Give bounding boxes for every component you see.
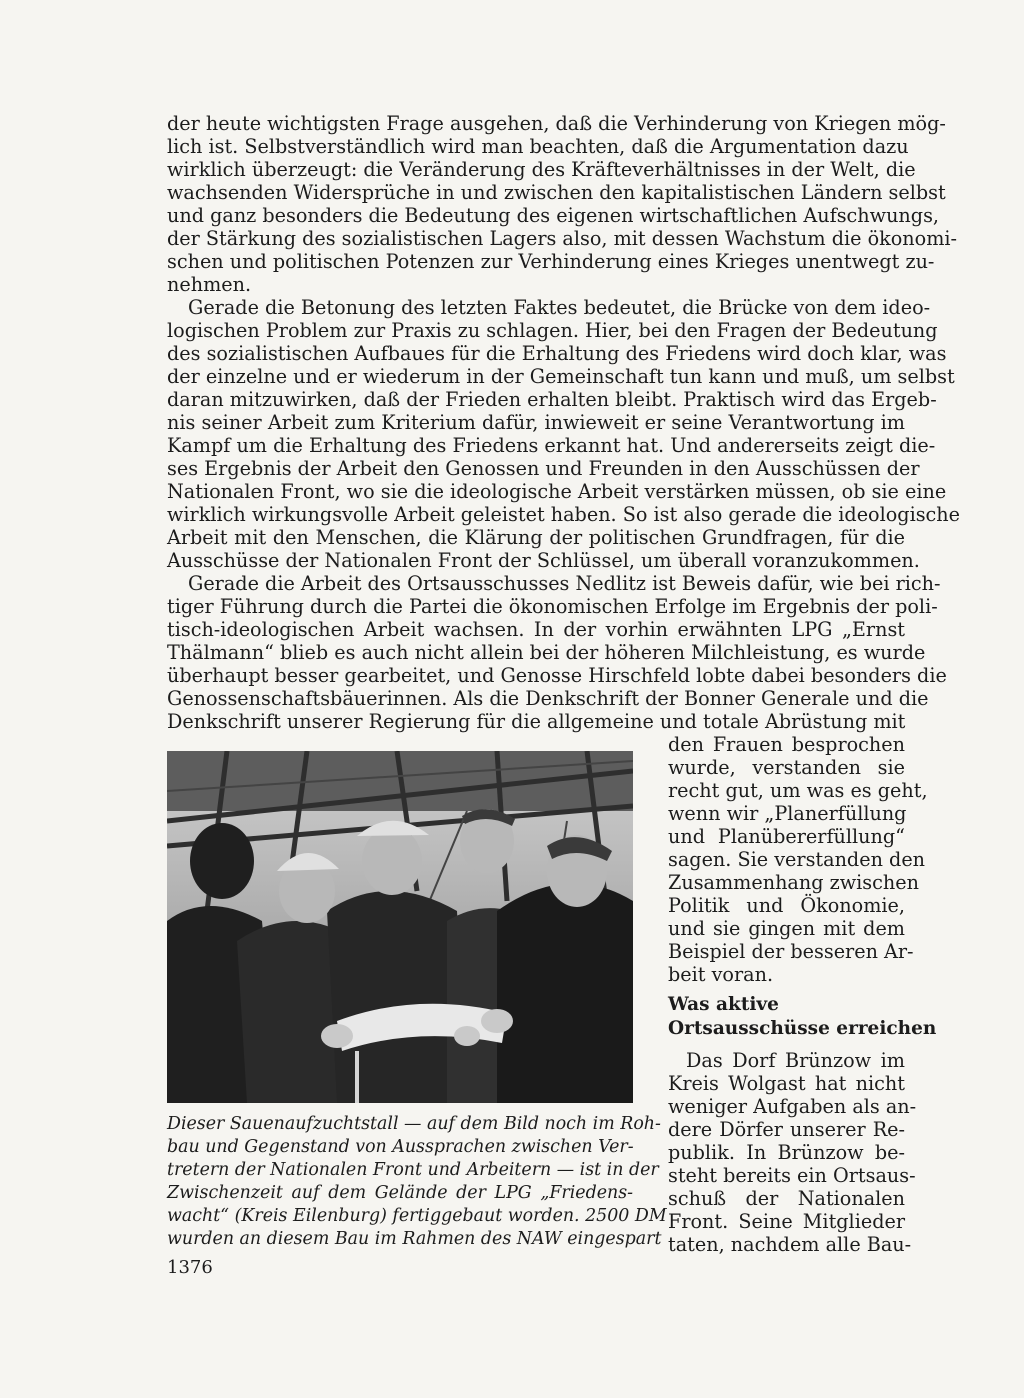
text-line: sagen. Sie verstanden den <box>668 848 926 871</box>
text-line: weniger Aufgaben als an- <box>668 1095 917 1118</box>
text-line: recht gut, um was es geht, <box>668 779 928 802</box>
caption-line: tretern der Nationalen Front und Arbeitern — ist in der <box>167 1160 659 1180</box>
text-line: nehmen. <box>167 273 252 296</box>
text-line: und ganz besonders die Bedeutung des eigenen wirtschaftlichen Aufschwungs, <box>167 204 940 227</box>
text-line: dere Dörfer unserer Re- <box>668 1118 905 1141</box>
text-line: wirklich wirkungsvolle Arbeit geleistet haben. So ist also gerade die ideologische <box>167 503 961 526</box>
text-line: steht bereits ein Ortsaus- <box>668 1164 916 1187</box>
caption-line: wurden an diesem Bau im Rahmen des NAW eingespart <box>167 1229 662 1249</box>
text-line: ses Ergebnis der Arbeit den Genossen und Freunden in den Ausschüssen der <box>167 457 920 480</box>
text-line: wenn wir „Planerfüllung <box>668 802 907 825</box>
text-line: taten, nachdem alle Bau- <box>668 1233 912 1256</box>
section-heading-line-2: Ortsausschüsse erreichen <box>668 1018 937 1039</box>
text-line: schuß der Nationalen <box>668 1187 905 1210</box>
text-line: den Frauen besprochen <box>668 733 905 756</box>
text-line: überhaupt besser gearbeitet, und Genosse Hirschfeld lobte dabei besonders die <box>167 664 947 687</box>
text-line: Kampf um die Erhaltung des Friedens erkannt hat. Und andererseits zeigt die- <box>167 434 936 457</box>
text-line: Denkschrift unserer Regierung für die allgemeine und totale Abrüstung mit <box>167 710 906 733</box>
photo-illustration <box>167 751 633 1103</box>
text-line: der einzelne und er wiederum in der Gemeinschaft tun kann und muß, um selbst <box>167 365 955 388</box>
text-line: beit voran. <box>668 963 774 986</box>
text-line: und sie gingen mit dem <box>668 917 905 940</box>
text-line: wirklich überzeugt: die Veränderung des Kräfteverhältnisses in der Welt, die <box>167 158 916 181</box>
text-line: Politik und Ökonomie, <box>668 894 905 917</box>
text-line: der heute wichtigsten Frage ausgehen, daß die Verhinderung von Kriegen mög- <box>167 112 946 135</box>
text-line: Gerade die Betonung des letzten Faktes bedeutet, die Brücke von dem ideo- <box>188 296 931 319</box>
text-line: tisch-ideologischen Arbeit wachsen. In der vorhin erwähnten LPG „Ernst <box>167 618 905 641</box>
text-line: Gerade die Arbeit des Ortsausschusses Nedlitz ist Beweis dafür, wie bei rich- <box>188 572 941 595</box>
text-line: Front. Seine Mitglieder <box>668 1210 905 1233</box>
text-line: und Planübererfüllung“ <box>668 825 905 848</box>
text-line: Beispiel der besseren Ar- <box>668 940 914 963</box>
text-line: schen und politischen Potenzen zur Verhinderung eines Krieges unentwegt zu- <box>167 250 935 273</box>
text-line: wachsenden Widersprüche in und zwischen den kapitalistischen Ländern selbst <box>167 181 946 204</box>
text-line: Kreis Wolgast hat nicht <box>668 1072 905 1095</box>
text-line: daran mitzuwirken, daß der Frieden erhalten bleibt. Praktisch wird das Ergeb- <box>167 388 937 411</box>
caption-line: wacht“ (Kreis Eilenburg) fertiggebaut worden. 2500 DM <box>167 1206 667 1226</box>
text-line: Thälmann“ blieb es auch nicht allein bei der höheren Milchleistung, es wurde <box>167 641 926 664</box>
photo-men-at-construction-site <box>167 751 633 1103</box>
text-line: Zusammenhang zwischen <box>668 871 919 894</box>
text-line: logischen Problem zur Praxis zu schlagen. Hier, bei den Fragen der Bedeutung <box>167 319 938 342</box>
text-line: Ausschüsse der Nationalen Front der Schlüssel, um überall voranzukommen. <box>167 549 920 572</box>
text-line: Arbeit mit den Menschen, die Klärung der politischen Grundfragen, für die <box>167 526 905 549</box>
text-line: der Stärkung des sozialistischen Lagers also, mit dessen Wachstum die ökonomi- <box>167 227 958 250</box>
text-line: nis seiner Arbeit zum Kriterium dafür, inwieweit er seine Verantwortung im <box>167 411 905 434</box>
caption-line: Dieser Sauenaufzuchtstall — auf dem Bild noch im Roh- <box>167 1114 661 1134</box>
text-line: des sozialistischen Aufbaues für die Erhaltung des Friedens wird doch klar, was <box>167 342 947 365</box>
text-line: Genossenschaftsbäuerinnen. Als die Denkschrift der Bonner Generale und die <box>167 687 929 710</box>
text-line: Das Dorf Brünzow im <box>686 1049 905 1072</box>
text-line: Nationalen Front, wo sie die ideologische Arbeit verstärken müssen, ob sie eine <box>167 480 947 503</box>
caption-line: Zwischenzeit auf dem Gelände der LPG „Friedens- <box>167 1183 633 1203</box>
page-number: 1376 <box>167 1257 213 1278</box>
text-line: tiger Führung durch die Partei die ökonomischen Erfolge im Ergebnis der poli- <box>167 595 938 618</box>
text-line: lich ist. Selbstverständlich wird man beachten, daß die Argumentation dazu <box>167 135 909 158</box>
section-heading-line-1: Was aktive <box>668 994 779 1015</box>
text-line: publik. In Brünzow be- <box>668 1141 905 1164</box>
caption-line: bau und Gegenstand von Aussprachen zwischen Ver- <box>167 1137 634 1157</box>
text-line: wurde, verstanden sie <box>668 756 905 779</box>
